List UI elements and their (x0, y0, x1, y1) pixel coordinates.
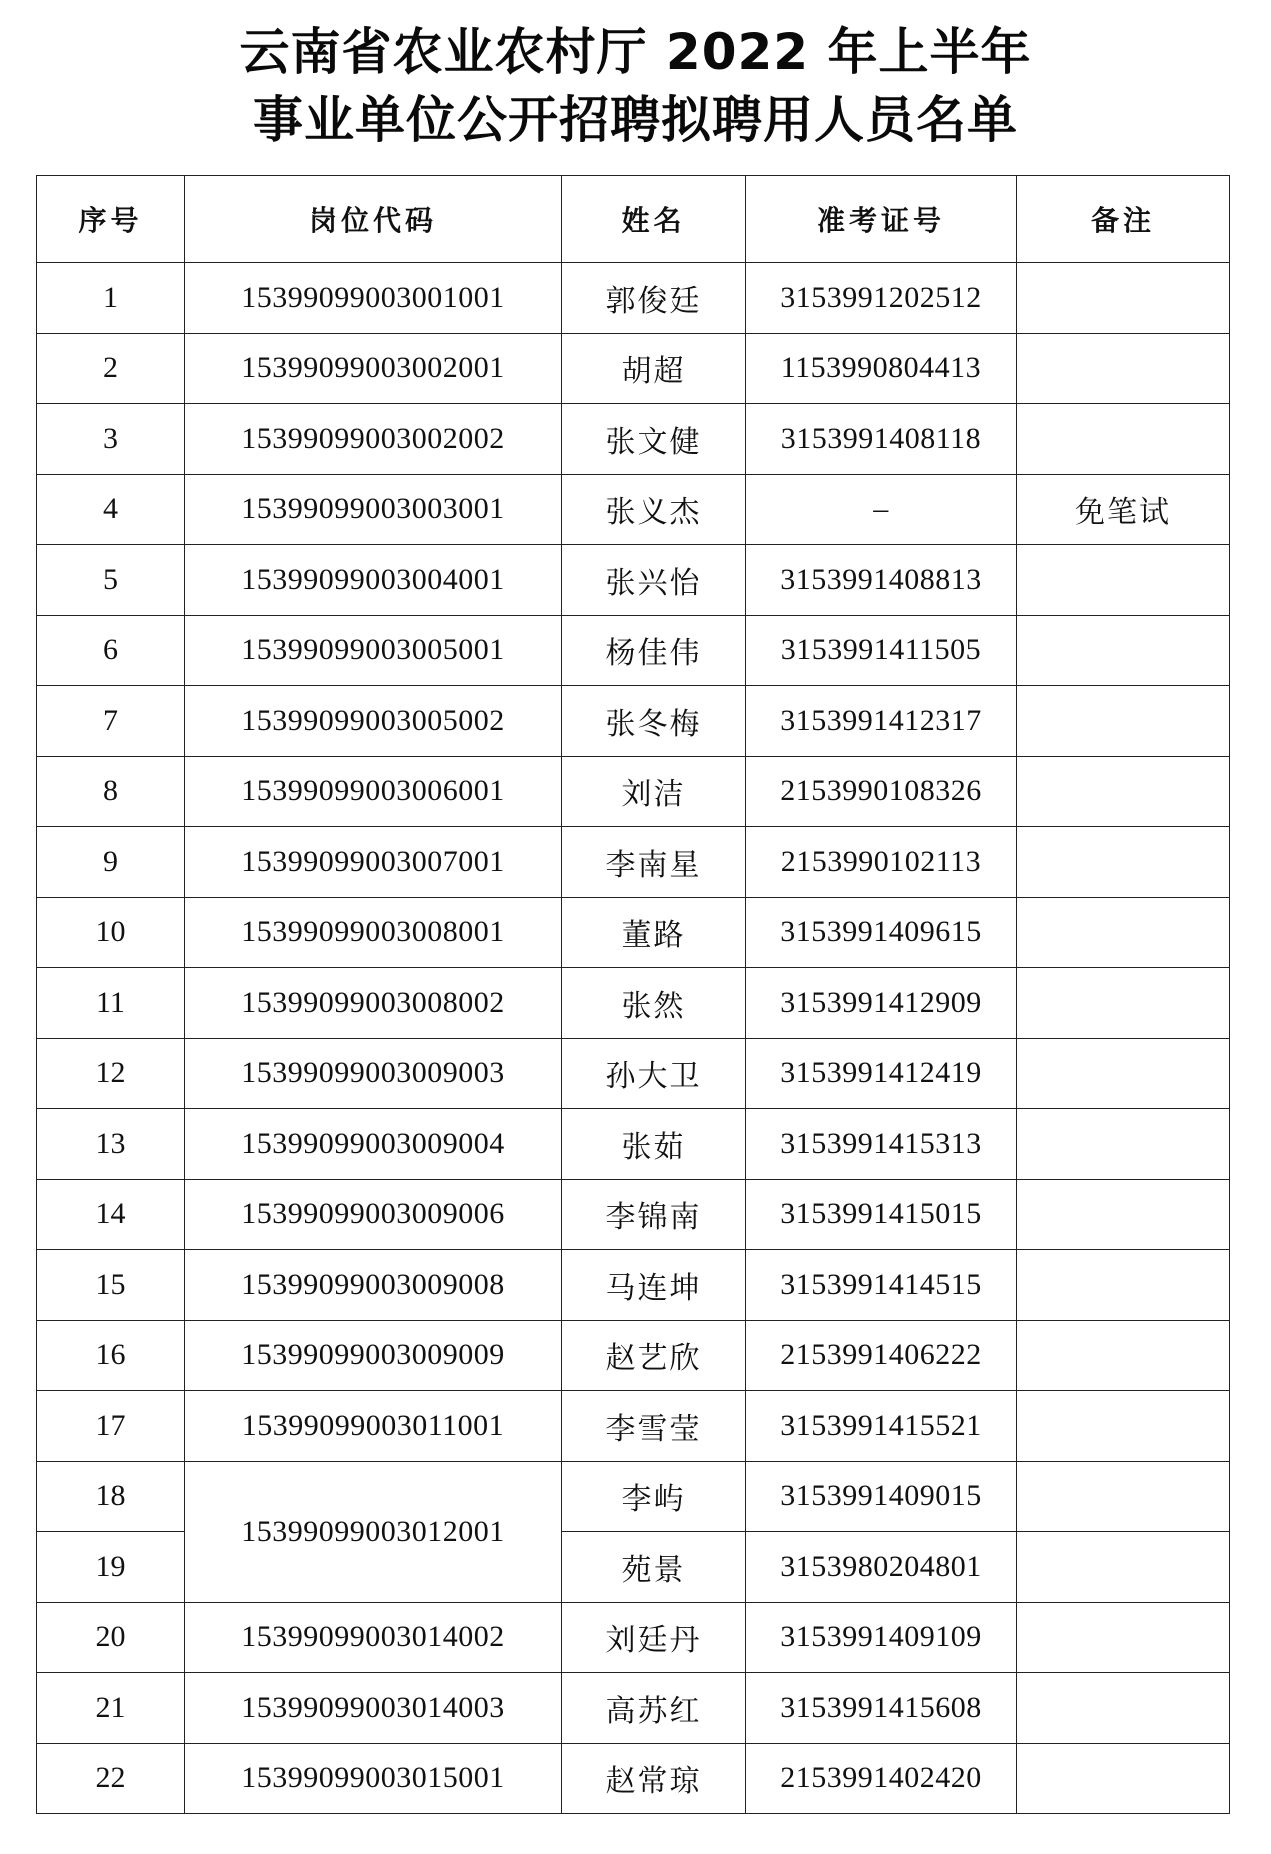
cell-name: 李南星 (562, 827, 746, 898)
cell-exam-id: 2153991402420 (746, 1743, 1017, 1814)
cell-index: 22 (37, 1743, 185, 1814)
table-row (37, 1320, 1230, 1391)
cell-position-code: 15399099003007001 (185, 827, 562, 898)
cell-index: 4 (37, 474, 185, 545)
cell-exam-id: 3153991409015 (746, 1461, 1017, 1532)
cell-note (1017, 1743, 1230, 1814)
cell-name: 赵常琼 (562, 1743, 746, 1814)
cell-exam-id: 3153980204801 (746, 1532, 1017, 1603)
table-body (37, 263, 1230, 1814)
cell-name: 马连坤 (562, 1250, 746, 1321)
table-row (37, 263, 1230, 334)
cell-note (1017, 615, 1230, 686)
cell-note (1017, 1602, 1230, 1673)
table-row (37, 968, 1230, 1039)
cell-exam-id: 3153991411505 (746, 615, 1017, 686)
cell-position-code: 15399099003009004 (185, 1109, 562, 1180)
cell-name: 李屿 (562, 1461, 746, 1532)
table-row (37, 1461, 1230, 1532)
cell-position-code: 15399099003009003 (185, 1038, 562, 1109)
cell-note (1017, 1320, 1230, 1391)
table-row (37, 1038, 1230, 1109)
cell-position-code: 15399099003006001 (185, 756, 562, 827)
table-row (37, 474, 1230, 545)
cell-note (1017, 756, 1230, 827)
cell-index: 13 (37, 1109, 185, 1180)
header-note: 备注 (1017, 176, 1230, 263)
cell-name: 张然 (562, 968, 746, 1039)
cell-position-code: 15399099003008002 (185, 968, 562, 1039)
cell-index: 21 (37, 1673, 185, 1744)
cell-position-code: 15399099003003001 (185, 474, 562, 545)
cell-position-code: 15399099003014002 (185, 1602, 562, 1673)
cell-note (1017, 686, 1230, 757)
title-line-2: 事业单位公开招聘拟聘用人员名单 (253, 91, 1018, 149)
cell-position-code: 15399099003011001 (185, 1391, 562, 1462)
cell-name: 刘洁 (562, 756, 746, 827)
cell-name: 杨佳伟 (562, 615, 746, 686)
cell-exam-id: 2153991406222 (746, 1320, 1017, 1391)
cell-name: 赵艺欣 (562, 1320, 746, 1391)
cell-note (1017, 1461, 1230, 1532)
cell-position-code: 15399099003005002 (185, 686, 562, 757)
cell-exam-id: 3153991414515 (746, 1250, 1017, 1321)
cell-name: 张冬梅 (562, 686, 746, 757)
cell-name: 张义杰 (562, 474, 746, 545)
cell-exam-id: 3153991409615 (746, 897, 1017, 968)
table-row (37, 404, 1230, 475)
cell-position-code: 15399099003015001 (185, 1743, 562, 1814)
cell-exam-id: 3153991409109 (746, 1602, 1017, 1673)
cell-note (1017, 1391, 1230, 1462)
table-row (37, 827, 1230, 898)
cell-position-code: 15399099003014003 (185, 1673, 562, 1744)
cell-name: 张茹 (562, 1109, 746, 1180)
cell-note (1017, 1038, 1230, 1109)
cell-index: 5 (37, 545, 185, 616)
cell-name: 苑景 (562, 1532, 746, 1603)
cell-index: 7 (37, 686, 185, 757)
cell-exam-id: 3153991412909 (746, 968, 1017, 1039)
header-row (37, 176, 1230, 263)
cell-note (1017, 827, 1230, 898)
cell-note (1017, 1250, 1230, 1321)
cell-index: 20 (37, 1602, 185, 1673)
cell-exam-id: 3153991415608 (746, 1673, 1017, 1744)
table-row (37, 333, 1230, 404)
cell-position-code: 15399099003002001 (185, 333, 562, 404)
cell-position-code: 15399099003012001 (185, 1461, 562, 1602)
hiring-roster-table (36, 175, 1230, 1814)
cell-name: 高苏红 (562, 1673, 746, 1744)
cell-index: 11 (37, 968, 185, 1039)
cell-name: 董路 (562, 897, 746, 968)
cell-note (1017, 897, 1230, 968)
table-row (37, 1179, 1230, 1250)
cell-index: 1 (37, 263, 185, 334)
cell-index: 10 (37, 897, 185, 968)
cell-exam-id: 3153991412317 (746, 686, 1017, 757)
table-row (37, 545, 1230, 616)
table-row (37, 1250, 1230, 1321)
table-row (37, 1673, 1230, 1744)
cell-exam-id: 3153991415313 (746, 1109, 1017, 1180)
cell-note (1017, 1179, 1230, 1250)
cell-exam-id: 3153991408813 (746, 545, 1017, 616)
cell-position-code: 15399099003009008 (185, 1250, 562, 1321)
cell-exam-id: 3153991412419 (746, 1038, 1017, 1109)
cell-name: 张文健 (562, 404, 746, 475)
cell-name: 胡超 (562, 333, 746, 404)
cell-name: 郭俊廷 (562, 263, 746, 334)
cell-note: 免笔试 (1017, 474, 1230, 545)
cell-note (1017, 545, 1230, 616)
title-line-1: 云南省农业农村厅 2022 年上半年 (239, 23, 1032, 81)
table-row (37, 897, 1230, 968)
cell-name: 李雪莹 (562, 1391, 746, 1462)
cell-exam-id: 1153990804413 (746, 333, 1017, 404)
cell-index: 9 (37, 827, 185, 898)
cell-index: 15 (37, 1250, 185, 1321)
cell-index: 8 (37, 756, 185, 827)
cell-index: 14 (37, 1179, 185, 1250)
cell-name: 李锦南 (562, 1179, 746, 1250)
cell-index: 2 (37, 333, 185, 404)
cell-position-code: 15399099003001001 (185, 263, 562, 334)
cell-exam-id: 3153991415521 (746, 1391, 1017, 1462)
cell-index: 3 (37, 404, 185, 475)
cell-index: 16 (37, 1320, 185, 1391)
cell-note (1017, 1673, 1230, 1744)
cell-name: 张兴怡 (562, 545, 746, 616)
cell-name: 刘廷丹 (562, 1602, 746, 1673)
cell-exam-id: 3153991415015 (746, 1179, 1017, 1250)
table-row (37, 615, 1230, 686)
header-index: 序号 (37, 176, 185, 263)
cell-note (1017, 1109, 1230, 1180)
cell-note (1017, 968, 1230, 1039)
cell-note (1017, 1532, 1230, 1603)
document-title (0, 18, 1271, 154)
table-row (37, 1109, 1230, 1180)
cell-position-code: 15399099003005001 (185, 615, 562, 686)
table-row (37, 686, 1230, 757)
cell-exam-id: 2153990102113 (746, 827, 1017, 898)
table-row (37, 756, 1230, 827)
table-row (37, 1391, 1230, 1462)
table-row (37, 1743, 1230, 1814)
cell-exam-id: 3153991202512 (746, 263, 1017, 334)
cell-exam-id: 2153990108326 (746, 756, 1017, 827)
cell-exam-id: 3153991408118 (746, 404, 1017, 475)
cell-exam-id: – (746, 474, 1017, 545)
cell-name: 孙大卫 (562, 1038, 746, 1109)
cell-position-code: 15399099003009009 (185, 1320, 562, 1391)
cell-index: 19 (37, 1532, 185, 1603)
cell-index: 17 (37, 1391, 185, 1462)
cell-position-code: 15399099003008001 (185, 897, 562, 968)
cell-position-code: 15399099003004001 (185, 545, 562, 616)
header-position-code: 岗位代码 (185, 176, 562, 263)
cell-note (1017, 404, 1230, 475)
cell-index: 18 (37, 1461, 185, 1532)
header-exam-id: 准考证号 (746, 176, 1017, 263)
cell-note (1017, 263, 1230, 334)
cell-note (1017, 333, 1230, 404)
cell-position-code: 15399099003009006 (185, 1179, 562, 1250)
table-header (37, 176, 1230, 263)
cell-index: 12 (37, 1038, 185, 1109)
table-row (37, 1602, 1230, 1673)
cell-index: 6 (37, 615, 185, 686)
cell-position-code: 15399099003002002 (185, 404, 562, 475)
header-name: 姓名 (562, 176, 746, 263)
